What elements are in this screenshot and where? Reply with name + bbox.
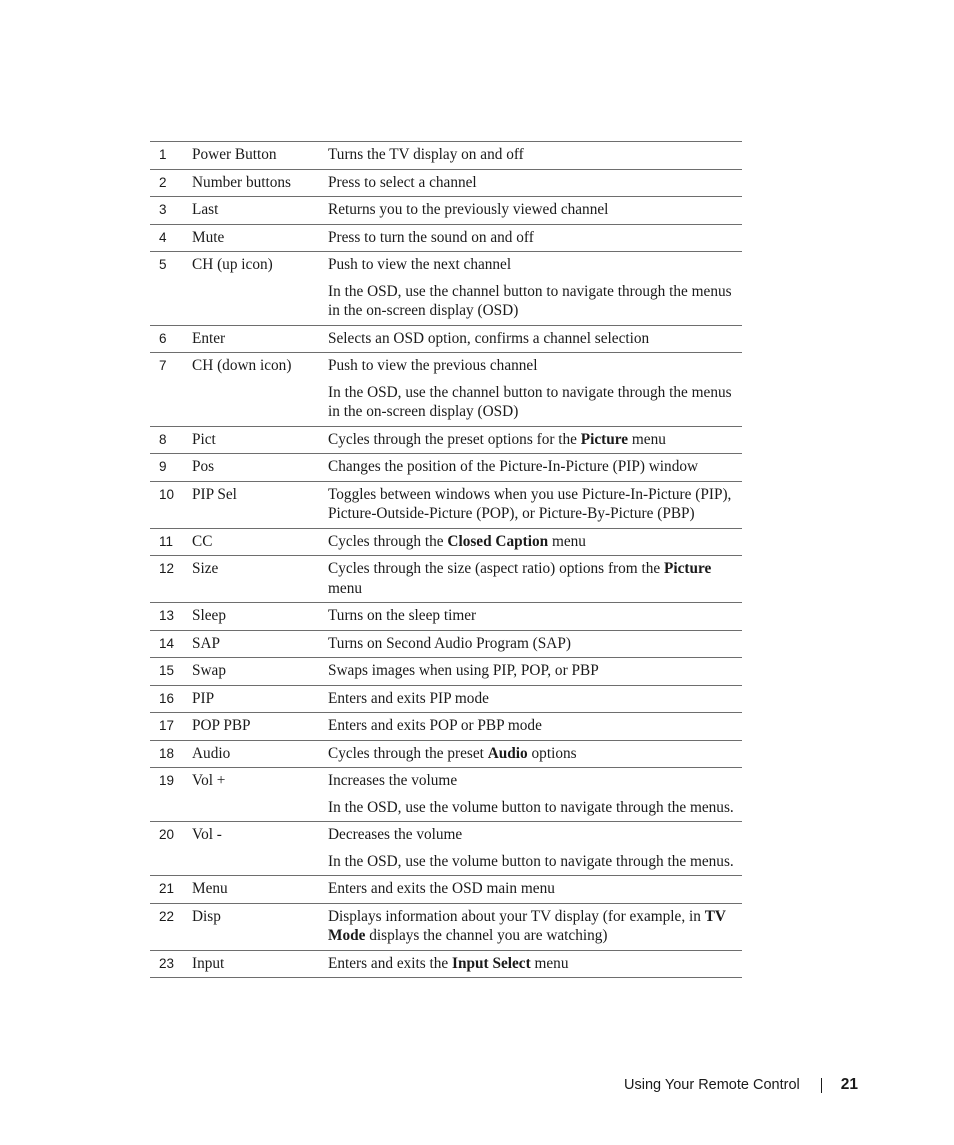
description-text: displays the channel you are watching) (365, 927, 608, 944)
button-name: Audio (192, 740, 328, 768)
button-name: POP PBP (192, 713, 328, 741)
bold-term: Input Select (452, 954, 531, 972)
button-description (328, 713, 742, 741)
row-number: 12 (150, 556, 192, 603)
description-paragraph (328, 798, 742, 818)
table-row (150, 658, 742, 686)
description-text: Push to view the next channel (328, 256, 512, 273)
description-text: In the OSD, use the channel button to navigate through the menus in the on-screen display (OSD) (328, 383, 732, 420)
description-text: In the OSD, use the volume button to navigate through the menus. (328, 852, 734, 870)
row-number: 10 (150, 481, 192, 528)
description-text: Enters and exits PIP mode (328, 689, 489, 707)
description-paragraph (328, 744, 742, 764)
description-text: Cycles through the preset options for the (328, 430, 581, 448)
bold-term: Audio (487, 744, 528, 762)
row-number: 19 (150, 768, 192, 822)
button-description (328, 325, 742, 353)
row-number: 21 (150, 876, 192, 904)
description-text: Swaps images when using PIP, POP, or PBP (328, 662, 599, 679)
button-description (328, 454, 742, 482)
description-text: menu (548, 532, 586, 550)
description-paragraph (328, 771, 742, 791)
button-description (328, 197, 742, 225)
row-number: 7 (150, 353, 192, 427)
description-paragraph (328, 852, 742, 872)
table-row (150, 426, 742, 454)
table-row (150, 713, 742, 741)
description-text: Enters and exits POP or PBP mode (328, 717, 542, 734)
row-number: 22 (150, 903, 192, 950)
description-text: menu (530, 954, 569, 972)
button-description (328, 426, 742, 454)
button-name: CH (up icon) (192, 252, 328, 326)
description-text: Turns on Second Audio Program (SAP) (328, 634, 571, 652)
button-name: PIP Sel (192, 481, 328, 528)
table-row (150, 169, 742, 197)
description-text: Cycles through the preset (328, 744, 488, 762)
table-row (150, 325, 742, 353)
description-paragraph (328, 634, 742, 654)
description-text: menu (328, 579, 362, 597)
row-number: 11 (150, 528, 192, 556)
description-paragraph (328, 430, 742, 450)
description-text: Enters and exits the OSD main menu (328, 880, 555, 897)
table-body (150, 142, 742, 978)
footer-separator (821, 1078, 822, 1093)
description-text: Changes the position of the Picture-In-Picture (PIP) window (328, 458, 699, 475)
description-paragraph (328, 173, 742, 193)
table-row (150, 768, 742, 822)
description-paragraph (328, 532, 742, 552)
description-text: Decreases the volume (328, 826, 463, 843)
button-description (328, 353, 742, 427)
description-paragraph (328, 457, 742, 477)
button-name: Vol + (192, 768, 328, 822)
table-row (150, 252, 742, 326)
footer-section-title: Using Your Remote Control (624, 1077, 800, 1093)
description-paragraph (328, 954, 742, 974)
table-row (150, 603, 742, 631)
table-row (150, 142, 742, 170)
description-paragraph (328, 661, 742, 681)
button-description (328, 822, 742, 876)
table-row (150, 353, 742, 427)
button-description (328, 481, 742, 528)
bold-term: TV Mode (328, 907, 726, 944)
button-name: Size (192, 556, 328, 603)
button-description (328, 685, 742, 713)
table-row (150, 481, 742, 528)
table-row (150, 950, 742, 978)
description-text: options (527, 744, 577, 762)
button-description (328, 630, 742, 658)
table-row (150, 454, 742, 482)
button-description (328, 224, 742, 252)
description-text: Turns the TV display on and off (328, 146, 524, 163)
button-name: Sleep (192, 603, 328, 631)
button-description (328, 169, 742, 197)
description-paragraph (328, 255, 742, 275)
description-text: Press to select a channel (328, 173, 477, 191)
row-number: 5 (150, 252, 192, 326)
remote-control-table (150, 141, 742, 978)
button-name: Pos (192, 454, 328, 482)
button-name: Disp (192, 903, 328, 950)
description-text: Turns on the sleep timer (328, 607, 477, 624)
page-footer (624, 1076, 858, 1094)
description-text: Displays information about your TV display (for example, in (328, 907, 705, 925)
row-number: 18 (150, 740, 192, 768)
description-paragraph (328, 825, 742, 845)
description-paragraph (328, 689, 742, 709)
description-paragraph (328, 356, 742, 376)
button-description (328, 142, 742, 170)
description-paragraph (328, 606, 742, 626)
button-description (328, 950, 742, 978)
row-number: 17 (150, 713, 192, 741)
button-name: Menu (192, 876, 328, 904)
button-name: Pict (192, 426, 328, 454)
button-name: Number buttons (192, 169, 328, 197)
button-name: PIP (192, 685, 328, 713)
button-name: CC (192, 528, 328, 556)
description-text: In the OSD, use the volume button to navigate through the menus. (328, 798, 734, 816)
description-paragraph (328, 282, 742, 321)
button-name: Swap (192, 658, 328, 686)
row-number: 2 (150, 169, 192, 197)
row-number: 16 (150, 685, 192, 713)
description-paragraph (328, 485, 742, 524)
button-description (328, 252, 742, 326)
button-description (328, 528, 742, 556)
table-row (150, 224, 742, 252)
button-description (328, 903, 742, 950)
button-description (328, 876, 742, 904)
table-row (150, 630, 742, 658)
page-number: 21 (840, 1076, 858, 1093)
description-paragraph (328, 228, 742, 248)
description-text: Cycles through the size (aspect ratio) options from the (328, 560, 665, 577)
button-name: Power Button (192, 142, 328, 170)
description-paragraph (328, 716, 742, 736)
description-text: Increases the volume (328, 772, 458, 789)
description-paragraph (328, 329, 742, 349)
description-paragraph (328, 383, 742, 422)
bold-term: Picture (664, 560, 712, 577)
table-row (150, 822, 742, 876)
table-row (150, 197, 742, 225)
description-paragraph (328, 145, 742, 165)
description-paragraph (328, 879, 742, 899)
description-text: Enters and exits the (328, 954, 453, 972)
button-description (328, 740, 742, 768)
row-number: 23 (150, 950, 192, 978)
table-row (150, 740, 742, 768)
table-row (150, 556, 742, 603)
row-number: 4 (150, 224, 192, 252)
button-name: Last (192, 197, 328, 225)
row-number: 8 (150, 426, 192, 454)
table-row (150, 528, 742, 556)
row-number: 6 (150, 325, 192, 353)
button-description (328, 768, 742, 822)
description-text: Toggles between windows when you use Picture-In-Picture (PIP), Picture-Outside-Picture (POP), or Picture-By-Picture (PBP) (328, 485, 732, 522)
row-number: 3 (150, 197, 192, 225)
description-paragraph (328, 559, 742, 598)
button-description (328, 603, 742, 631)
table-row (150, 685, 742, 713)
row-number: 15 (150, 658, 192, 686)
bold-term: Closed Caption (447, 532, 549, 550)
table-row (150, 903, 742, 950)
description-text: Press to turn the sound on and off (328, 228, 534, 246)
row-number: 1 (150, 142, 192, 170)
description-text: menu (628, 430, 666, 448)
description-text: Selects an OSD option, confirms a channel selection (328, 329, 650, 347)
button-name: Input (192, 950, 328, 978)
row-number: 14 (150, 630, 192, 658)
bold-term: Picture (580, 430, 629, 448)
table-row (150, 876, 742, 904)
button-name: SAP (192, 630, 328, 658)
row-number: 13 (150, 603, 192, 631)
description-text: Cycles through the (328, 532, 448, 550)
description-paragraph (328, 907, 742, 946)
button-name: Vol - (192, 822, 328, 876)
description-text: Returns you to the previously viewed channel (328, 201, 609, 218)
row-number: 20 (150, 822, 192, 876)
button-name: Enter (192, 325, 328, 353)
description-text: Push to view the previous channel (328, 357, 538, 374)
row-number: 9 (150, 454, 192, 482)
description-text: In the OSD, use the channel button to navigate through the menus in the on-screen display (OSD) (328, 282, 732, 319)
button-description (328, 658, 742, 686)
description-paragraph (328, 200, 742, 220)
button-description (328, 556, 742, 603)
button-name: Mute (192, 224, 328, 252)
button-name: CH (down icon) (192, 353, 328, 427)
